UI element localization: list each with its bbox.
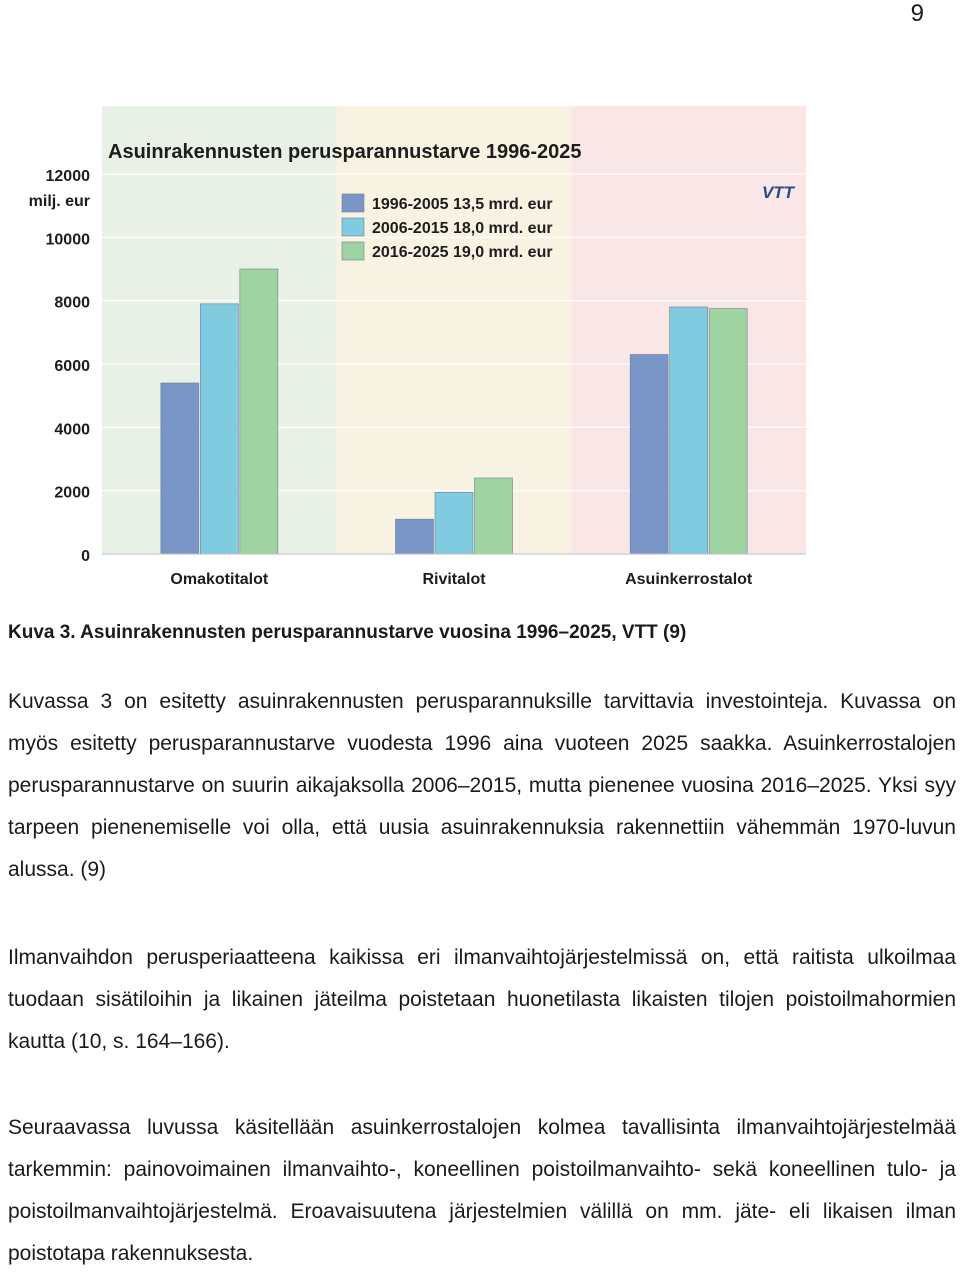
chart-title: Asuinrakennusten perusparannustarve 1996-2025 xyxy=(108,141,582,163)
bar xyxy=(200,304,238,554)
y-tick-label: 0 xyxy=(81,548,90,565)
y-tick-label: 10000 xyxy=(45,231,90,249)
paragraph-2: Ilmanvaihdon perusperiaatteena kaikissa eri ilmanvaihtojärjestelmissä on, että raitista ulkoilmaa tuodaan sisätiloihin ja likainen jäteilma poistetaan huonetilasta likaisten tilojen poistoilmahormien kautta (10, s. 164–166). xyxy=(8,946,956,1053)
paragraph-3: Seuraavassa luvussa käsitellään asuinkerrostalojen kolmea tavallisinta ilmanvaihtojärjestelmää tarkemmin: painovoimainen ilmanvaihto-, koneellinen poistoilmanvaihto- sekä koneellinen tulo- ja poistoilmanvaihtojärjestelmä. Eroavaisuutena järjestelmien välillä on mm. jäte- eli likaisen ilman poistotapa rakennuksesta. xyxy=(8,1116,956,1265)
y-axis-label: milj. eur xyxy=(28,193,90,210)
legend-label: 2006-2015 18,0 mrd. eur xyxy=(372,220,553,237)
legend-swatch xyxy=(342,242,364,260)
paragraph-1: Kuvassa 3 on esitetty asuinrakennusten perusparannuksille tarvittavia investointeja. Kuvassa on myös esitetty perusparannustarve vuodesta 1996 aina vuoteen 2025 saakka. Asuinkerrostalojen perusparannustarve on suurin aikajaksolla 2006–2015, mutta pienenee vuosina 2016–2025. Yksi syy tarpeen pienenemiselle voi olla, että uusia asuinrakennuksia rakennettiin vähemmän 1970-luvun alussa. (9) xyxy=(8,690,956,881)
bar xyxy=(670,307,708,554)
legend-swatch xyxy=(342,194,364,212)
bar-chart xyxy=(28,106,810,594)
category-region xyxy=(337,106,572,554)
vtt-logo: VTT xyxy=(761,183,795,202)
bar xyxy=(709,309,747,554)
figure-caption: Kuva 3. Asuinrakennusten perusparannustarve vuosina 1996–2025, VTT (9) xyxy=(8,622,687,643)
legend-label: 2016-2025 19,0 mrd. eur xyxy=(372,244,553,261)
bar xyxy=(396,519,434,554)
x-tick-label: Rivitalot xyxy=(422,571,486,588)
y-tick-label: 2000 xyxy=(54,484,90,502)
legend-swatch xyxy=(342,218,364,236)
chart-figure xyxy=(28,106,810,594)
page-number: 9 xyxy=(910,0,924,27)
bar xyxy=(630,355,668,555)
y-tick-label: 6000 xyxy=(54,358,90,375)
x-tick-label: Omakotitalot xyxy=(170,571,269,588)
y-tick-label: 4000 xyxy=(54,421,90,439)
y-tick-label: 8000 xyxy=(54,294,90,312)
bar xyxy=(475,478,513,554)
bar xyxy=(161,383,199,554)
y-tick-label: 12000 xyxy=(45,168,90,185)
bar xyxy=(435,492,473,554)
x-tick-label: Asuinkerrostalot xyxy=(625,571,753,588)
bar xyxy=(240,269,278,554)
legend-label: 1996-2005 13,5 mrd. eur xyxy=(372,196,553,213)
